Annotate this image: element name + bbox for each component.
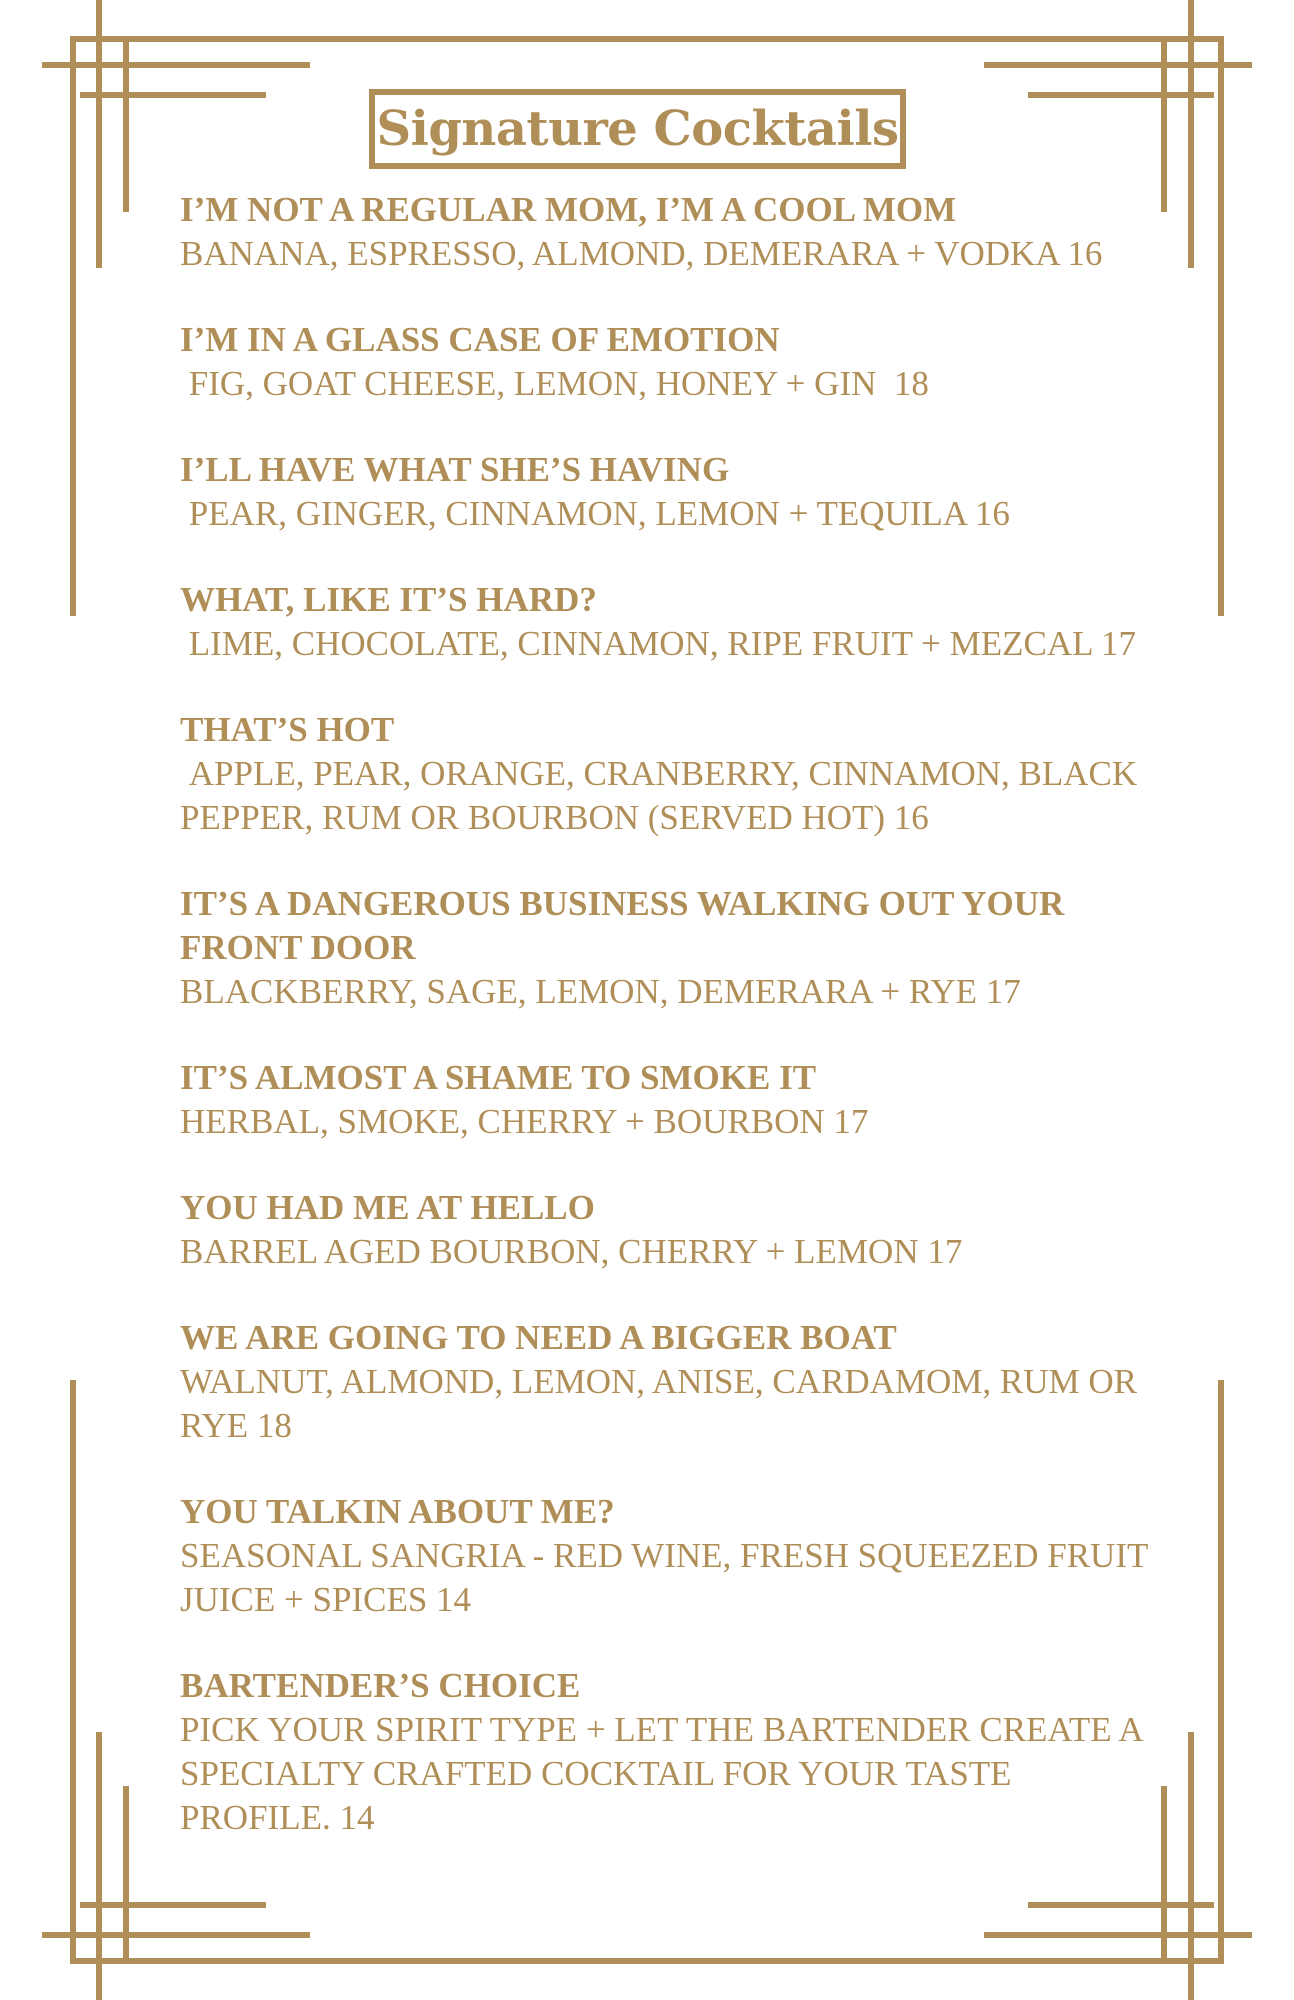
- cocktail-name: WHAT, LIKE IT’S HARD?: [180, 580, 597, 619]
- cocktail-name: I’M NOT A REGULAR MOM, I’M A COOL MOM: [180, 190, 957, 229]
- cocktail-item: [180, 1316, 1170, 1448]
- cocktail-name: YOU HAD ME AT HELLO: [180, 1188, 595, 1227]
- cocktail-description: APPLE, PEAR, ORANGE, CRANBERRY, CINNAMON, BLACK PEPPER, RUM OR BOURBON (SERVED HOT) 16: [180, 754, 1146, 837]
- cocktail-item: [180, 882, 1170, 1014]
- cocktail-description: HERBAL, SMOKE, CHERRY + BOURBON 17: [180, 1102, 869, 1141]
- cocktail-item: [180, 318, 1170, 406]
- cocktail-name: BARTENDER’S CHOICE: [180, 1666, 581, 1705]
- cocktail-description: WALNUT, ALMOND, LEMON, ANISE, CARDAMOM, RUM OR RYE 18: [180, 1362, 1146, 1445]
- cocktail-description: FIG, GOAT CHEESE, LEMON, HONEY + GIN 18: [180, 364, 929, 403]
- menu-title: Signature Cocktails: [376, 101, 899, 157]
- cocktail-description: BLACKBERRY, SAGE, LEMON, DEMERARA + RYE 17: [180, 972, 1021, 1011]
- cocktail-name: THAT’S HOT: [180, 710, 395, 749]
- cocktail-name: YOU TALKIN ABOUT ME?: [180, 1492, 615, 1531]
- cocktail-item: [180, 448, 1170, 536]
- cocktail-description: BARREL AGED BOURBON, CHERRY + LEMON 17: [180, 1232, 963, 1271]
- cocktail-description: SEASONAL SANGRIA - RED WINE, FRESH SQUEEZED FRUIT JUICE + SPICES 14: [180, 1536, 1157, 1619]
- title-box: [369, 89, 906, 169]
- cocktail-item: [180, 1056, 1170, 1144]
- cocktail-description: PICK YOUR SPIRIT TYPE + LET THE BARTENDER CREATE A SPECIALTY CRAFTED COCKTAIL FOR YOUR TASTE PROFILE. 14: [180, 1710, 1151, 1837]
- cocktail-description: PEAR, GINGER, CINNAMON, LEMON + TEQUILA 16: [180, 494, 1010, 533]
- cocktail-item: [180, 708, 1170, 840]
- cocktail-name: IT’S A DANGEROUS BUSINESS WALKING OUT YOUR FRONT DOOR: [180, 884, 1074, 967]
- cocktail-description: BANANA, ESPRESSO, ALMOND, DEMERARA + VODKA 16: [180, 234, 1103, 273]
- cocktail-item: [180, 188, 1170, 276]
- cocktail-list: [180, 188, 1170, 1882]
- cocktail-description: LIME, CHOCOLATE, CINNAMON, RIPE FRUIT + MEZCAL 17: [180, 624, 1136, 663]
- cocktail-item: [180, 1186, 1170, 1274]
- cocktail-item: [180, 1490, 1170, 1622]
- cocktail-name: IT’S ALMOST A SHAME TO SMOKE IT: [180, 1058, 817, 1097]
- cocktail-name: WE ARE GOING TO NEED A BIGGER BOAT: [180, 1318, 897, 1357]
- cocktail-item: [180, 578, 1170, 666]
- cocktail-item: [180, 1664, 1170, 1840]
- cocktail-name: I’M IN A GLASS CASE OF EMOTION: [180, 320, 780, 359]
- cocktail-name: I’LL HAVE WHAT SHE’S HAVING: [180, 450, 730, 489]
